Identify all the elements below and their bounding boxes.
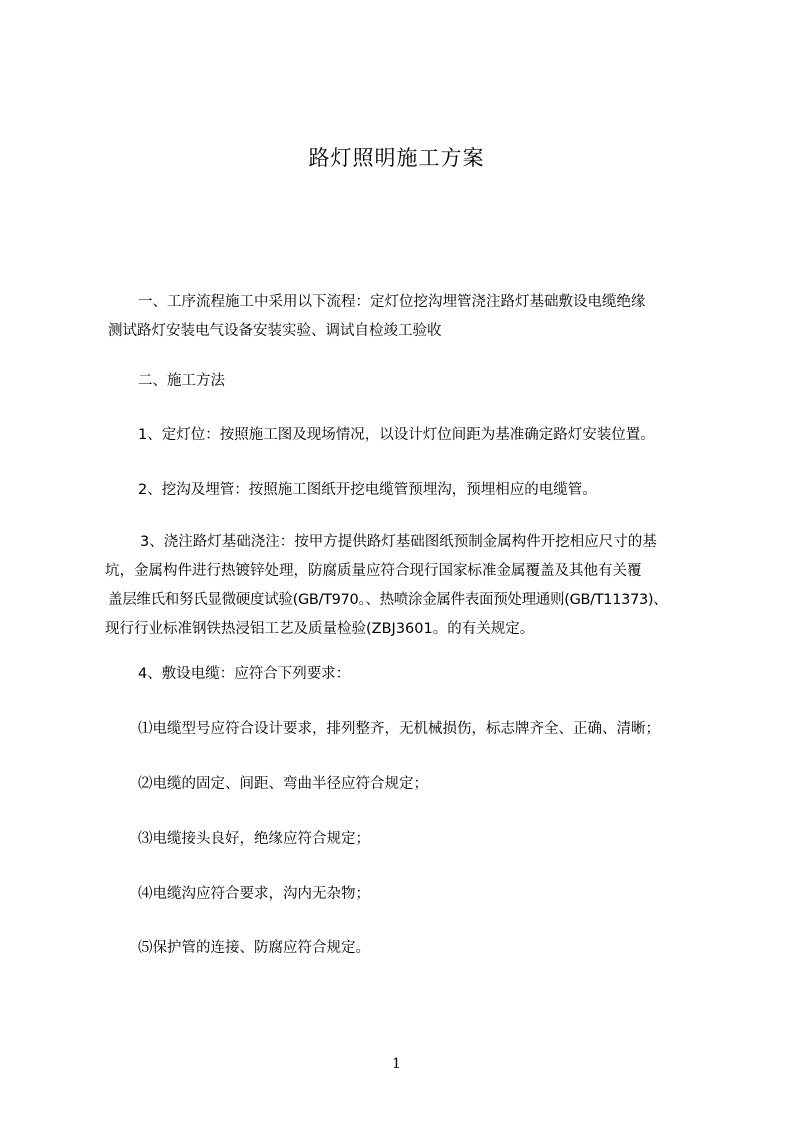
sub-item-1: ⑴电缆型号应符合设计要求，排列整齐，无机械损伤，标志牌齐全、正确、清晰； bbox=[138, 721, 660, 737]
item-4-paragraph: 4、敷设电缆：应符合下列要求： bbox=[138, 666, 351, 682]
item-2-paragraph: 2、挖沟及埋管：按照施工图纸开挖电缆管预埋沟，预埋相应的电缆管。 bbox=[138, 482, 597, 498]
methods-heading: 二、施工方法 bbox=[138, 373, 225, 389]
page-title: 路灯照明施工方案 bbox=[308, 146, 485, 170]
sub-item-4: ⑷电缆沟应符合要求，沟内无杂物； bbox=[138, 886, 370, 902]
process-line-2: 测试路灯安装电气设备安装实验、调试自检竣工验收 bbox=[108, 323, 442, 339]
sub-item-5: ⑸保护管的连接、防腐应符合规定。 bbox=[138, 940, 370, 956]
item-3-line-3: 盖层维氏和努氏显微硬度试验(GB/T970。、热喷涂金属件表面预处理通则(GB/T11373)、 bbox=[108, 592, 668, 608]
page-number: 1 bbox=[392, 1056, 401, 1072]
item-3-line-2: 坑，金属构件进行热镀锌处理，防腐质量应符合现行国家标准金属覆盖及其他有关覆 bbox=[105, 563, 642, 579]
item-3-paragraph bbox=[105, 528, 745, 644]
item-1-paragraph: 1、定灯位：按照施工图及现场情况，以设计灯位间距为基准确定路灯安装位置。 bbox=[138, 427, 655, 443]
sub-item-2: ⑵电缆的固定、间距、弯曲半径应符合规定； bbox=[138, 776, 428, 792]
process-paragraph bbox=[108, 288, 720, 346]
process-line-1: 一、工序流程施工中采用以下流程：定灯位挖沟埋管浇注路灯基础敷设电缆绝缘 bbox=[138, 294, 646, 310]
item-3-line-4: 现行行业标准钢铁热浸铝工艺及质量检验(ZBJ3601。的有关规定。 bbox=[105, 621, 535, 637]
item-3-line-1: 3、浇注路灯基础浇注：按甲方提供路灯基础图纸预制金属构件开挖相应尺寸的基 bbox=[140, 534, 657, 550]
sub-item-3: ⑶电缆接头良好，绝缘应符合规定； bbox=[138, 831, 370, 847]
